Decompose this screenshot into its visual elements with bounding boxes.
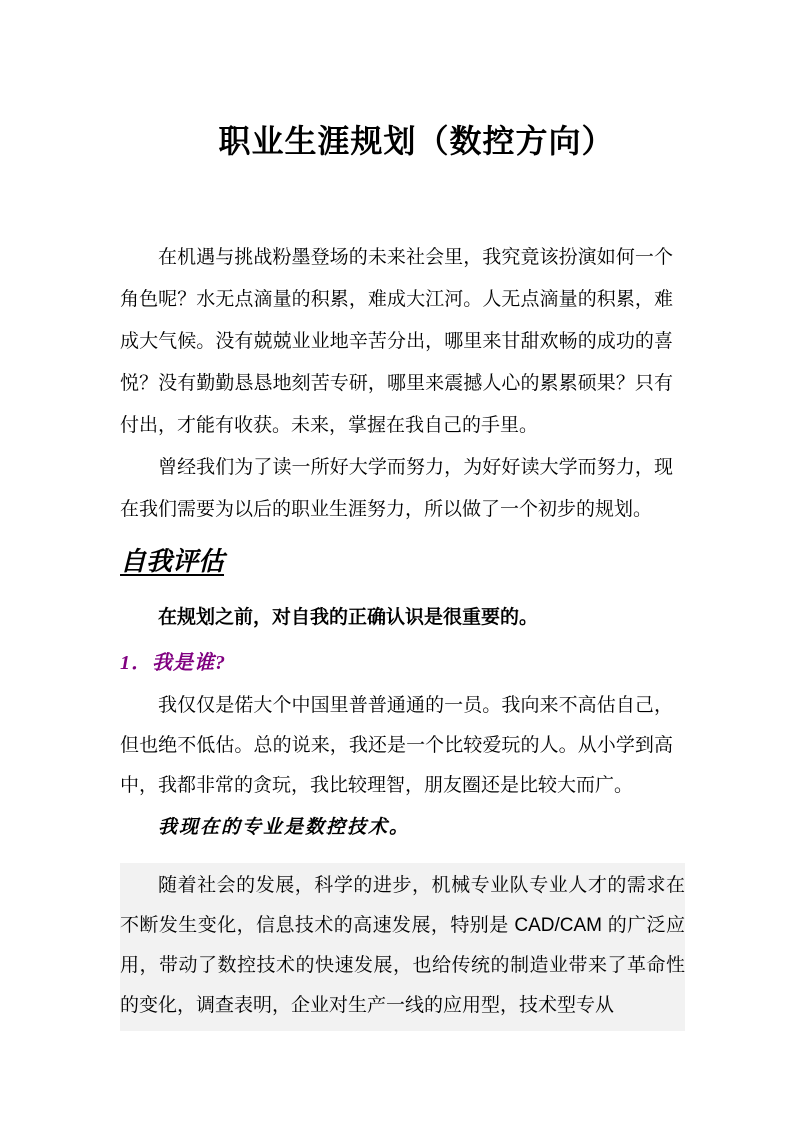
current-major-statement: 我现在的专业是数控技术。	[158, 817, 411, 838]
who-am-i-paragraph: 我仅仅是偌大个中国里普普通通的一员。我向来不高估自己，但也绝不低估。总的说来，我还是一个比较爱玩的人。从小学到高中，我都非常的贪玩，我比较理智，朋友圈还是比较大而广。	[120, 695, 673, 796]
section-heading-self-assessment: 自我评估	[120, 547, 225, 576]
intro-paragraph-1: 在机遇与挑战粉墨登场的未来社会里，我究竟该扮演如何一个角色呢？水无点滴量的积累，难成大江河。人无点滴量的积累，难成大气候。没有兢兢业业地辛苦分出，哪里来甘甜欢畅的成功的喜悦？没有勤勤恳恳地刻苦专研，哪里来震撼人心的累累硕果？只有付出，才能有收获。未来，掌握在我自己的手里。	[120, 247, 673, 436]
question-heading-who-am-i: 1．我是谁?	[120, 652, 226, 674]
self-assessment-lead-statement: 在规划之前，对自我的正确认识是很重要的。	[158, 607, 539, 628]
highlighted-industry-paragraph: 随着社会的发展，科学的进步，机械专业队专业人才的需求在不断发生变化，信息技术的高速发展，特别是 CAD/CAM 的广泛应用，带动了数控技术的快速发展，也给传统的制造业带来了革命性的变化，调查表明，企业对生产一线的应用型，技术型专从	[120, 863, 685, 1031]
document-title: 职业生涯规划（数控方向）	[218, 123, 615, 159]
intro-paragraph-2: 曾经我们为了读一所好大学而努力，为好好读大学而努力，现在我们需要为以后的职业生涯努力，所以做了一个初步的规划。	[120, 457, 673, 520]
